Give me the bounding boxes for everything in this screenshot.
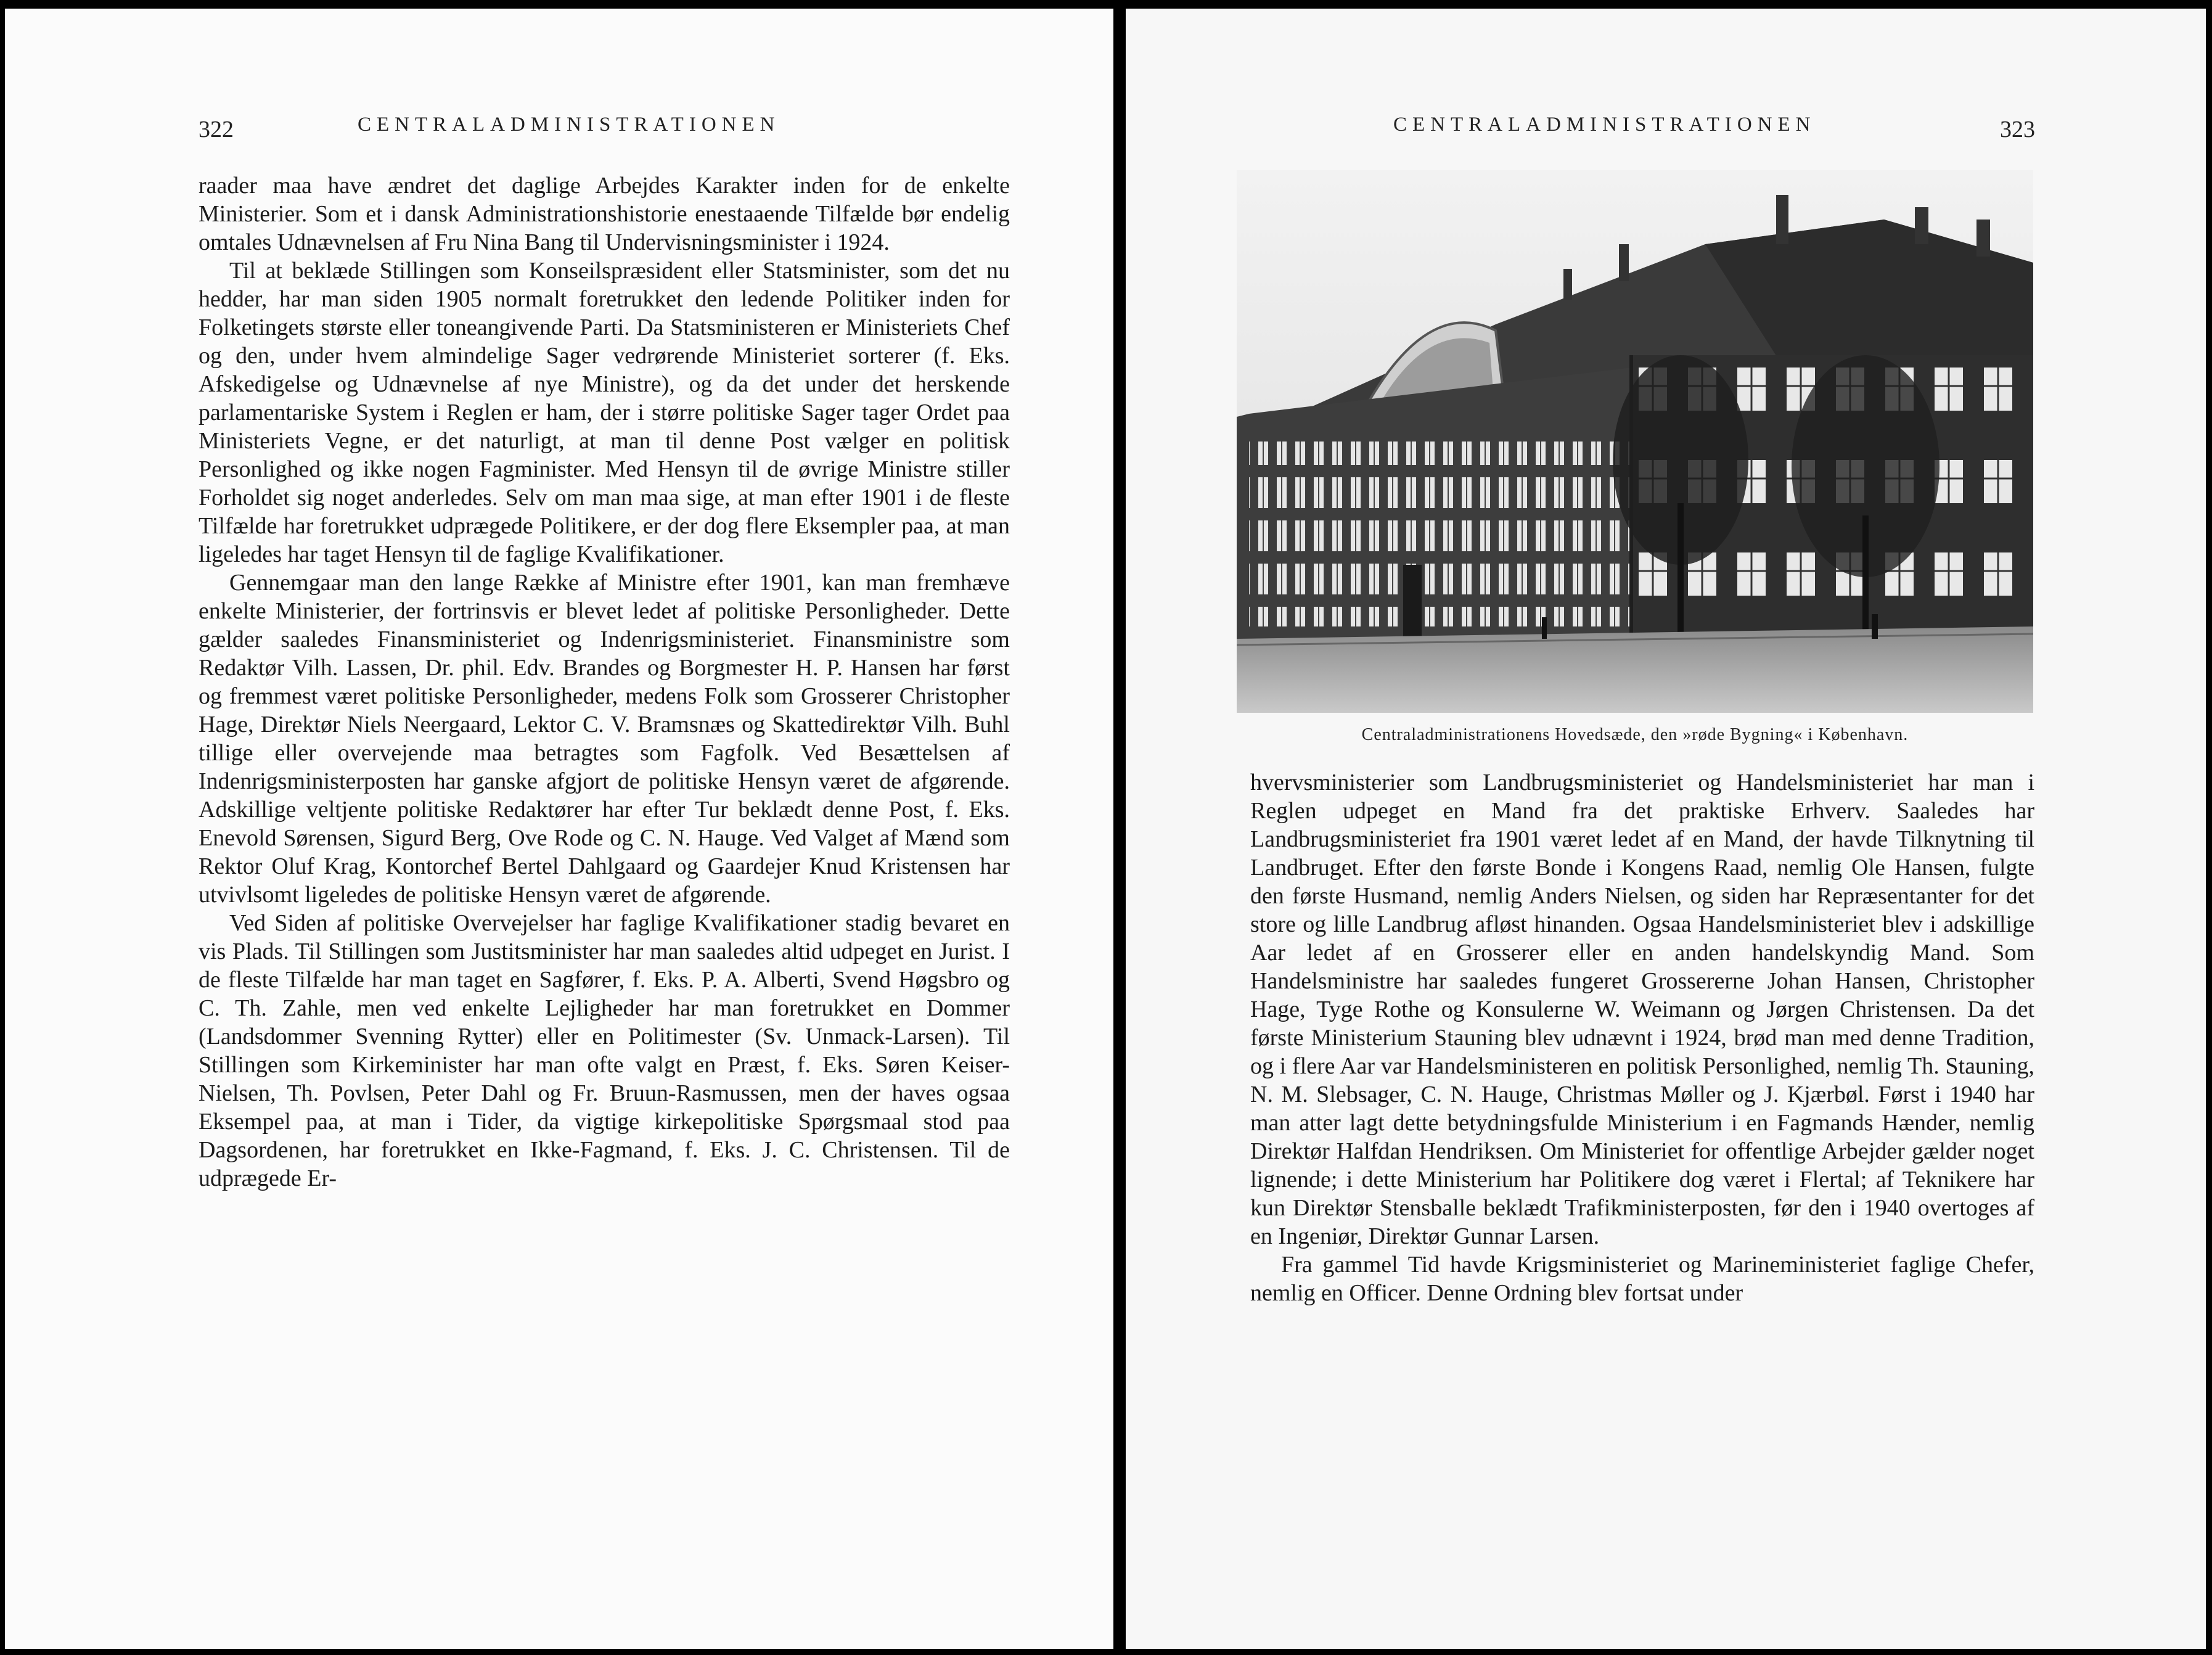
paragraph-6: Fra gammel Tid havde Krigsministeriet og Marineministeriet faglige Chefer, nemlig en Officer. Denne Ordning blev fortsat under (1250, 1252, 2034, 1306)
paragraph-1: raader maa have ændret det daglige Arbejdes Karakter inden for de enkelte Ministerier. Som et i dansk Administrationshistorie enestaaende Tilfælde bør endelig omtales Udnævnelsen af Fru Nina Bang til Undervisningsminister i 1924. (199, 173, 1010, 255)
right-page-body (1250, 768, 2034, 1307)
paragraph-4: Ved Siden af politiske Overvejelser har faglige Kvalifikationer stadig bevaret en vis Plads. Til Stillingen som Justitsminister har man saaledes altid udpeget en Jurist. I de fleste Tilfælde har man taget en Sagfører, f. Eks. P. A. Alberti, Svend Høgsbro og C. Th. Zahle, men ved enkelte Lejligheder har man foretrukket en Dommer (Landsdommer Svenning Rytter) eller en Politimester (Sv. Unmack-Larsen). Til Stillingen som Kirkeminister har man ofte valgt en Præst, f. Eks. Søren Keiser-Nielsen, Th. Povlsen, Peter Dahl og Fr. Bruun-Rasmussen, men der haves ogsaa Eksempel paa, at man i Tider, da vigtige kirkepolitiske Spørgsmaal stod paa Dagsordenen, har foretrukket en Ikke-Fagmand, f. Eks. J. C. Christensen. Til de udprægede Er- (199, 910, 1010, 1191)
building-photo-image (1237, 170, 2033, 713)
photo-caption: Centraladministrationens Hovedsæde, den »røde Bygning« i København. (1361, 725, 1909, 744)
running-head-right: CENTRALADMINISTRATIONEN (1393, 113, 1816, 136)
page-number-right: 323 (2000, 117, 2035, 142)
running-head-left: CENTRALADMINISTRATIONEN (358, 113, 780, 136)
paragraph-2: Til at beklæde Stillingen som Konseilspræsident eller Statsminister, som det nu hedder, har man siden 1905 normalt foretrukket den ledende Politiker inden for Folketingets største eller toneangivende Parti. Da Statsministeren er Ministeriets Chef og den, under hvem almindelige Sager vedrørende Ministeriet sorterer (f. Eks. Afskedigelse og Udnævnelse af nye Ministre), og da det under det herskende parlamentariske System i Reglen er ham, der i større politiske Sager tager Ordet paa Ministeriets Vegne, er det naturligt, at man til denne Post vælger en politisk Personlighed og ikke nogen Fagminister. Med Hensyn til de øvrige Ministre stiller Forholdet sig noget anderledes. Selv om man maa sige, at man efter 1901 i de fleste Tilfælde har foretrukket udprægede Politikere, er der dog flere Eksempler paa, at man ligeledes har taget Hensyn til de faglige Kvalifikationer. (199, 258, 1010, 567)
building-photo (1237, 170, 2033, 713)
left-page (5, 9, 1113, 1649)
left-page-body (199, 171, 1010, 1193)
paragraph-3: Gennemgaar man den lange Række af Ministre efter 1901, kan man fremhæve enkelte Ministerier, der fortrinsvis er blevet ledet af politiske Personligheder. Dette gælder saaledes Finansministeriet og Indenrigsministeriet. Finansministre som Redaktør Vilh. Lassen, Dr. phil. Edv. Brandes og Borgmester H. P. Hansen har først og fremmest været politiske Personligheder, medens Folk som Grosserer Christopher Hage, Direktør Niels Neergaard, Lektor C. V. Bramsnæs og Skattedirektør Vilh. Buhl tillige eller overvejende maa betragtes som Fagfolk. Ved Besættelsen af Indenrigsministerposten har ganske afgjort de politiske Hensyn været de afgørende. Adskillige veltjente politiske Redaktører har efter Tur beklædt denne Post, f. Eks. Enevold Sørensen, Sigurd Berg, Ove Rode og C. N. Hauge. Ved Valget af Mænd som Rektor Oluf Krag, Kontorchef Bertel Dahlgaard og Gaardejer Knud Kristensen har utvivlsomt ligeledes de politiske Hensyn været de afgørende. (199, 570, 1010, 908)
page-number-left: 322 (199, 117, 234, 142)
paragraph-5: hvervsministerier som Landbrugsministeriet og Handelsministeriet har man i Reglen udpeget en Mand fra det praktiske Erhverv. Saaledes har Landbrugsministeriet fra 1901 været ledet af en Mand, der havde Tilknytning til Landbruget. Efter den første Bonde i Kongens Raad, nemlig Ole Hansen, fulgte den første Husmand, nemlig Anders Nielsen, og siden har Repræsentanter for det store og lille Landbrug afløst hinanden. Ogsaa Handelsministeriet blev i adskillige Aar ledet af en Grosserer eller en anden handelskyndig Mand. Som Handelsministre har saaledes fungeret Grossererne Johan Hansen, Christopher Hage, Tyge Rothe og Konsulerne W. Weimann og Jørgen Christensen. Da det første Ministerium Stauning blev udnævnt i 1924, brød man med denne Tradition, og i flere Aar var Handelsministeren en politisk Personlighed, nemlig Th. Stauning, N. M. Slebsager, C. N. Hauge, Christmas Møller og J. Kjærbøl. Først i 1940 har man atter lagt dette betydningsfulde Ministerium i en Fagmands Hænder, nemlig Direktør Halfdan Hendriksen. Om Ministeriet for offentlige Arbejder gælder noget lignende; i dette Ministerium har Politikere dog været i Flertal; af Teknikere har kun Direktør Stensballe beklædt Trafikministerposten, før den i 1940 overtoges af en Ingeniør, Direktør Gunnar Larsen. (1250, 770, 2034, 1249)
right-page (1126, 9, 2206, 1649)
